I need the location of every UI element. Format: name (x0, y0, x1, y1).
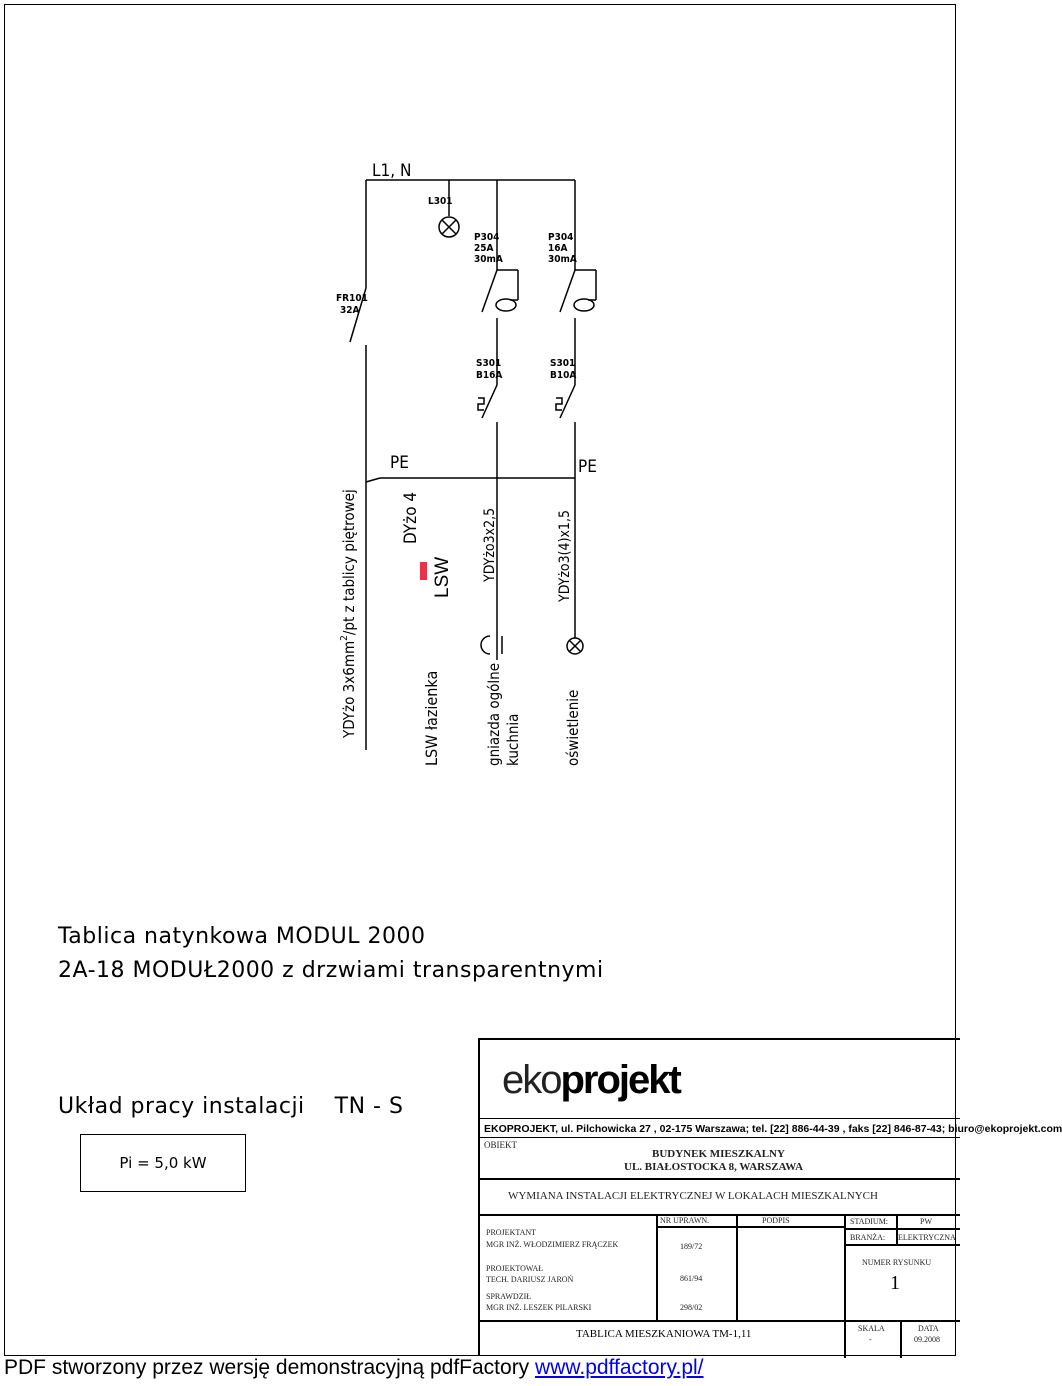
projektant-nr: 189/72 (680, 1242, 703, 1251)
stadium-value: PW (920, 1217, 932, 1226)
circuit2-destination: oświetlenie (564, 689, 582, 766)
scale-label: SKALA (858, 1324, 885, 1333)
lamp-label: L301 (428, 196, 453, 207)
object-line2: UL. BIAŁOSTOCKA 8, WARSZAWA (624, 1161, 804, 1173)
fr101-rating: 32A (340, 305, 360, 316)
title-block (478, 1038, 1062, 1356)
project-title: WYMIANA INSTALACJI ELEKTRYCZNEJ W LOKALACH MIESZKALNYCH (508, 1190, 878, 1202)
power-value: Pi = 5,0 kW (119, 1154, 207, 1172)
company-contact: EKOPROJEKT, ul. Pilchowicka 27 , 02-175 Warszawa; tel. [22] 886-44-39 , faks [22] 846-87-43; biuro@ekoprojekt.com (480, 1118, 960, 1138)
projektant-role: PROJEKTANT (486, 1228, 537, 1237)
circuit1-destination-a: gniazda ogólne (485, 662, 503, 766)
fr101-name: FR101 (336, 293, 368, 304)
circuit1-cable-label: YDYżo3x2,5 (482, 507, 498, 582)
mcb2-name: S301 (550, 358, 576, 369)
projektowal-role: PROJEKTOWAŁ (486, 1264, 544, 1273)
lsw-marker (420, 562, 427, 580)
feed-cable-label: YDYżo $3x6mm^2/pt$ z tablicy piętrowej (339, 489, 358, 738)
pe-label-right: PE (578, 457, 597, 477)
stadium-label: STADIUM: (850, 1217, 889, 1226)
circuit2-cable-label: YDYżo3(4)x1,5 (557, 510, 573, 602)
rcd2-name: P304 (548, 232, 574, 243)
projektowal-name: TECH. DARIUSZ JAROŃ (486, 1275, 574, 1284)
lsw-destination: LSW łazienka (422, 670, 441, 766)
rcd2-sensitivity: 30mA (548, 254, 577, 265)
rcd1-contact (482, 270, 497, 312)
sprawdzil-name: MGR INŻ. LESZEK PILARSKI (486, 1303, 592, 1312)
branza-value: ELEKTRYCZNA (898, 1233, 956, 1242)
object-line1: BUDYNEK MIESZKALNY (652, 1148, 785, 1160)
board-type-line2: 2A-18 MODUŁ2000 z drzwiami transparentnymi (58, 958, 604, 983)
rcd2-rating: 16A (548, 243, 568, 254)
rcd2-contact (560, 270, 575, 312)
mcb1-rating: B16A (476, 370, 503, 381)
socket-symbol (481, 636, 490, 654)
scale-value: - (869, 1335, 872, 1344)
lsw-cable-label: DYżo 4 (401, 491, 421, 544)
col-nr-header: NR UPRAWN. (660, 1216, 710, 1225)
col-sign-header: PODPIS (762, 1216, 790, 1225)
branza-label: BRANŻA: (850, 1233, 886, 1242)
footer-text: PDF stworzony przez wersję demonstracyjną pdfFactory (4, 1356, 536, 1379)
mcb1-name: S301 (476, 358, 502, 369)
rcd2-core (574, 299, 594, 311)
projektowal-nr: 861/94 (680, 1274, 703, 1283)
circuit1-destination-b: kuchnia (504, 713, 522, 766)
board-type-line1: Tablica natynkowa MODUL 2000 (58, 924, 426, 949)
sprawdzil-role: SPRAWDZIŁ (486, 1292, 532, 1301)
sprawdzil-nr: 298/02 (680, 1303, 703, 1312)
date-value: 09.2008 (914, 1335, 940, 1344)
drawing-no-label: NUMER RYSUNKU (862, 1258, 932, 1267)
pdf-footer (4, 1356, 704, 1380)
mcb2-rating: B10A (550, 370, 577, 381)
pe-label-left: PE (390, 453, 409, 473)
drawing-title: TABLICA MIESZKANIOWA TM-1,11 (576, 1328, 752, 1340)
rcd1-name: P304 (474, 232, 500, 243)
projektant-name: MGR INŻ. WŁODZIMIERZ FRĄCZEK (486, 1240, 619, 1249)
rcd1-core (496, 299, 516, 311)
supply-label: L1, N (372, 161, 412, 181)
company-logo: ekoprojekt (502, 1058, 680, 1102)
rcd1-rating: 25A (474, 243, 494, 254)
power-box (80, 1134, 246, 1192)
date-label: DATA (918, 1324, 939, 1333)
object-label: OBIEKT (484, 1140, 517, 1150)
footer-link[interactable]: www.pdffactory.pl/ (535, 1356, 704, 1379)
lsw-label: LSW (432, 556, 453, 598)
network-system: Układ pracy instalacji TN - S (58, 1094, 404, 1119)
rcd1-sensitivity: 30mA (474, 254, 503, 265)
drawing-no: 1 (890, 1272, 900, 1294)
